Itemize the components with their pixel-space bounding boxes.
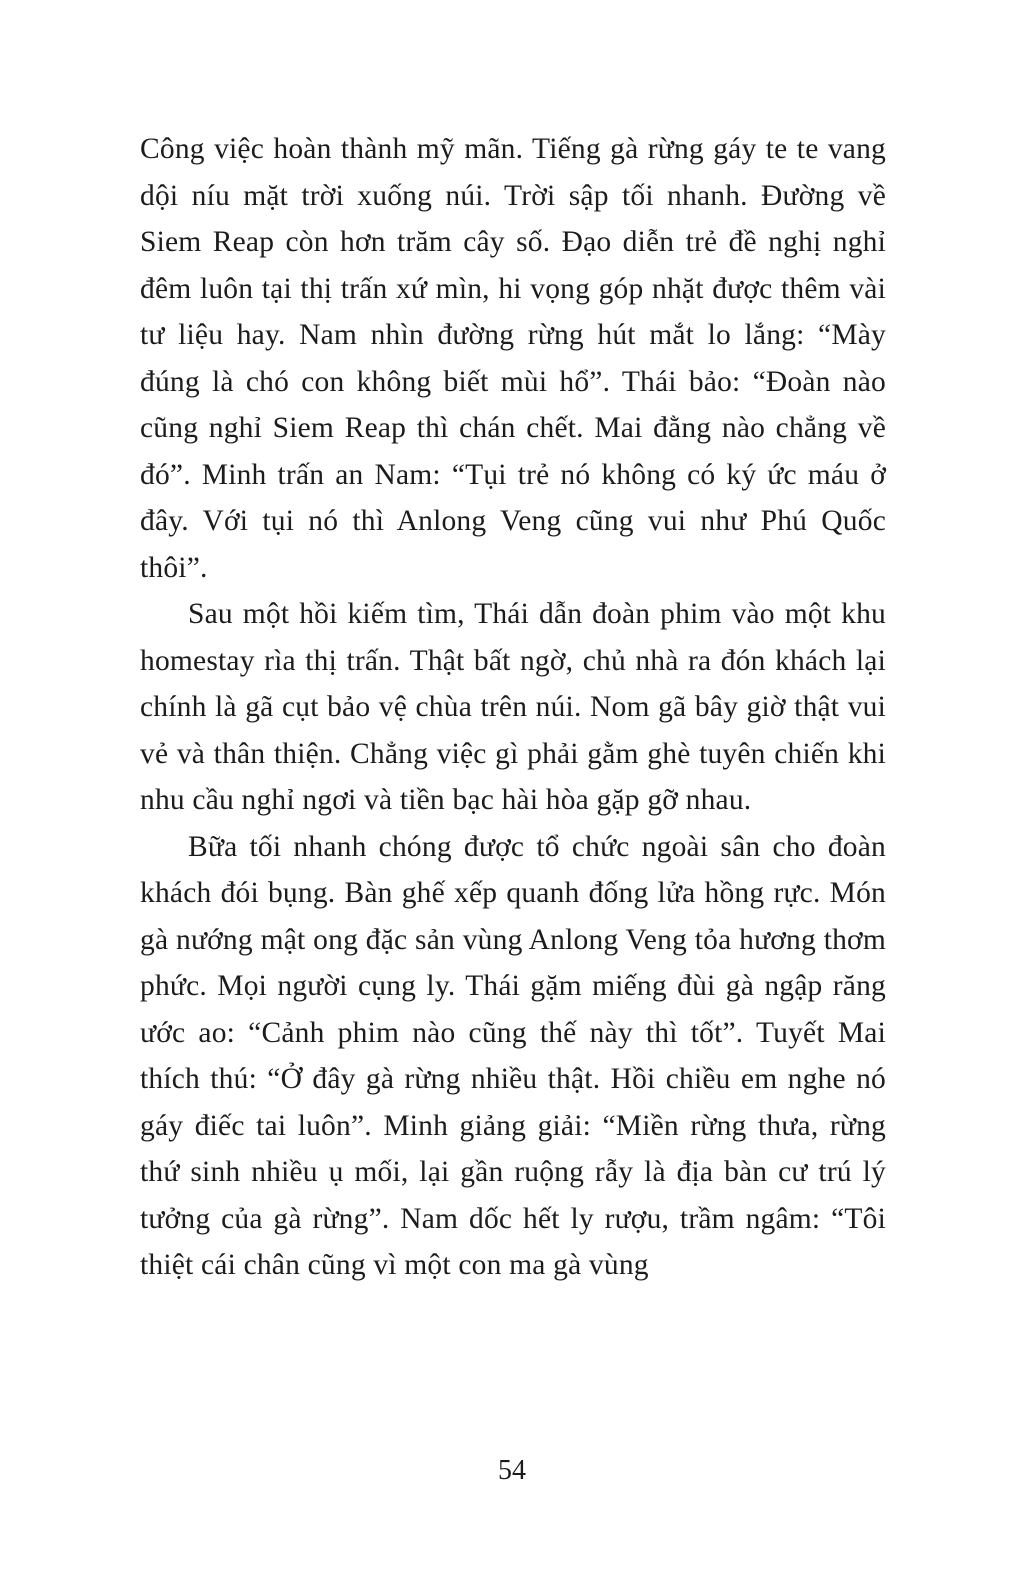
paragraph-2: Sau một hồi kiếm tìm, Thái dẫn đoàn phim vào một khu homestay rìa thị trấn. Thật bất ngờ, chủ nhà ra đón khách lại chính là gã cụt bảo vệ chùa trên núi. Nom gã bây giờ thật vui vẻ và thân thiện. Chẳng việc gì phải gằm ghè tuyên chiến khi nhu cầu nghỉ ngơi và tiền bạc hài hòa gặp gỡ nhau. [140, 598, 886, 816]
paragraph-1: Công việc hoàn thành mỹ mãn. Tiếng gà rừng gáy te te vang dội níu mặt trời xuống núi. Trời sập tối nhanh. Đường về Siem Reap còn hơn trăm cây số. Đạo diễn trẻ đề nghị nghỉ đêm luôn tại thị trấn xứ mìn, hi vọng góp nhặt được thêm vài tư liệu hay. Nam nhìn đường rừng hút mắt lo lắng: “Mày đúng là chó con không biết mùi hổ”. Thái bảo: “Đoàn nào cũng nghỉ Siem Reap thì chán chết. Mai đằng nào chẳng về đó”. Minh trấn an Nam: “Tụi trẻ nó không có ký ức máu ở đây. Với tụi nó thì Anlong Veng cũng vui như Phú Quốc thôi”. [140, 133, 886, 584]
paragraph-3: Bữa tối nhanh chóng được tổ chức ngoài sân cho đoàn khách đói bụng. Bàn ghế xếp quanh đống lửa hồng rực. Món gà nướng mật ong đặc sản vùng Anlong Veng tỏa hương thơm phức. Mọi người cụng ly. Thái gặm miếng đùi gà ngập răng ước ao: “Cảnh phim nào cũng thế này thì tốt”. Tuyết Mai thích thú: “Ở đây gà rừng nhiều thật. Hồi chiều em nghe nó gáy điếc tai luôn”. Minh giảng giải: “Miền rừng thưa, rừng thứ sinh nhiều ụ mối, lại gần ruộng rẫy là địa bàn cư trú lý tưởng của gà rừng”. Nam dốc hết ly rượu, trầm ngâm: “Tôi thiệt cái chân cũng vì một con ma gà vùng [140, 830, 886, 1281]
page-number: 54 [498, 1455, 526, 1486]
text-block [140, 126, 886, 1289]
